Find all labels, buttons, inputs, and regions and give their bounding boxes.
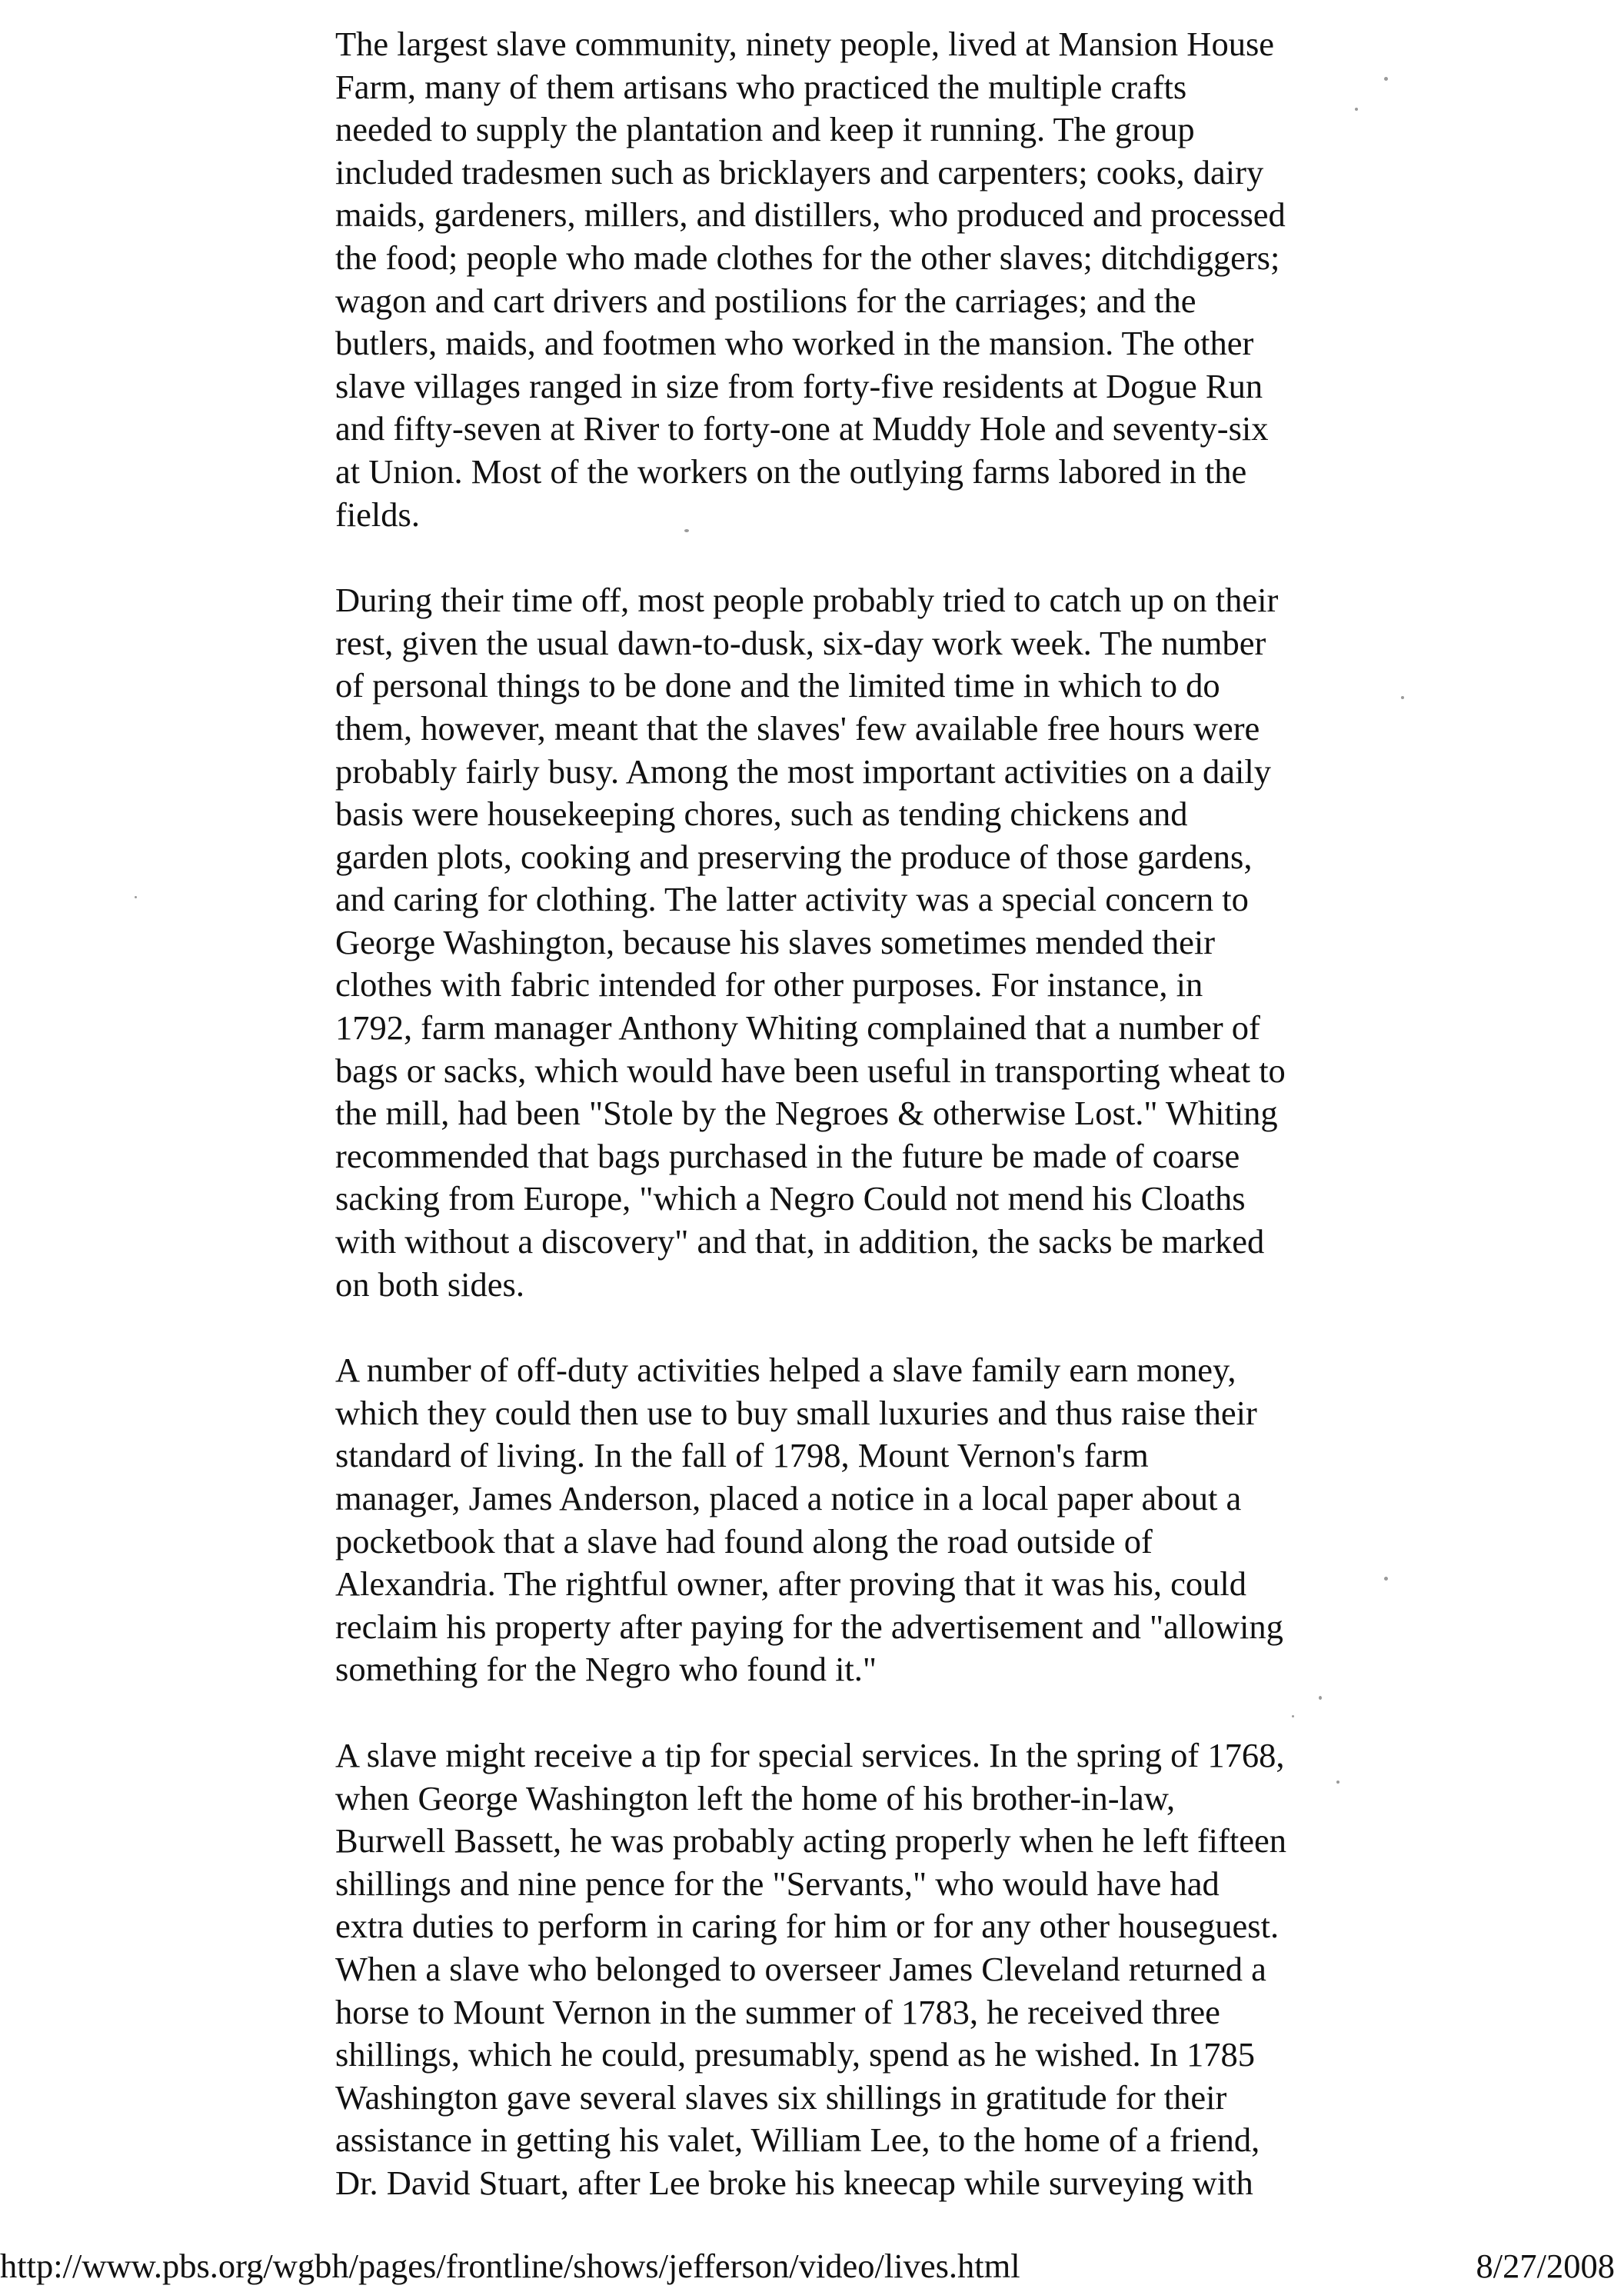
scan-speck [135,896,137,898]
text-line: bags or sacks, which would have been useful in transporting wheat to [335,1051,1286,1090]
text-line: included tradesmen such as bricklayers and carpenters; cooks, dairy [335,152,1264,192]
paragraph-gap [335,536,1427,579]
text-line: Washington gave several slaves six shillings in gratitude for their [335,2077,1227,2117]
text-line: reclaim his property after paying for the advertisement and "allowing [335,1607,1283,1646]
text-line: garden plots, cooking and preserving the produce of those gardens, [335,837,1253,876]
text-line: at Union. Most of the workers on the outlying farms labored in the [335,451,1247,491]
text-line: and fifty-seven at River to forty-one at Muddy Hole and seventy-six [335,409,1269,448]
text-line: something for the Negro who found it." [335,1650,877,1689]
text-line: needed to supply the plantation and keep it running. The group [335,110,1195,149]
text-line: horse to Mount Vernon in the summer of 1783, he received three [335,1992,1220,2031]
text-line: maids, gardeners, millers, and distillers, who produced and processed [335,195,1286,235]
text-line: when George Washington left the home of his brother-in-law, [335,1778,1176,1817]
paragraph-gap [335,1691,1427,1734]
text-line: wagon and cart drivers and postilions for the carriages; and the [335,281,1196,320]
text-line: When a slave who belonged to overseer James Cleveland returned a [335,1949,1266,1988]
text-line: which they could then use to buy small luxuries and thus raise their [335,1393,1257,1432]
scan-speck [684,529,689,532]
scan-speck [1319,1696,1322,1700]
source-url: http://www.pbs.org/wgbh/pages/frontline/shows/jefferson/video/lives.html [0,2247,1020,2285]
text-line: and caring for clothing. The latter activity was a special concern to [335,880,1249,919]
text-line: shillings and nine pence for the "Servants," who would have had [335,1864,1220,1903]
text-line: A number of off-duty activities helped a slave family earn money, [335,1351,1236,1390]
text-line: 1792, farm manager Anthony Whiting complained that a number of [335,1008,1260,1048]
scan-speck [1384,1577,1388,1581]
text-line: clothes with fabric intended for other purposes. For instance, in [335,965,1203,1004]
text-line: the food; people who made clothes for the other slaves; ditchdiggers; [335,238,1280,277]
text-line: extra duties to perform in caring for him or for any other houseguest. [335,1907,1280,1946]
text-line: A slave might receive a tip for special services. In the spring of 1768, [335,1735,1285,1774]
paragraph-tips [335,1734,1427,2205]
text-line: The largest slave community, ninety people, lived at Mansion House [335,25,1275,63]
scan-speck [1355,108,1358,111]
article-body [335,23,1427,2205]
text-line: on both sides. [335,1264,524,1304]
text-line: fields. [335,495,420,534]
scan-speck [1401,696,1404,699]
scan-speck [1336,1781,1339,1784]
text-line: rest, given the usual dawn-to-dusk, six-day work week. The number [335,623,1266,662]
text-line: During their time off, most people probably tried to catch up on their [335,581,1279,620]
text-line: of personal things to be done and the limited time in which to do [335,666,1220,705]
text-line: slave villages ranged in size from forty-five residents at Dogue Run [335,366,1263,405]
text-line: with without a discovery" and that, in addition, the sacks be marked [335,1222,1265,1261]
scan-speck [1292,1715,1294,1717]
text-line: basis were housekeeping chores, such as tending chickens and [335,795,1188,834]
text-line: recommended that bags purchased in the future be made of coarse [335,1136,1240,1175]
scan-speck [1384,77,1388,81]
text-line: Dr. David Stuart, after Lee broke his kneecap while surveying with [335,2163,1253,2202]
text-line: them, however, meant that the slaves' few available free hours were [335,708,1260,748]
text-line: butlers, maids, and footmen who worked in the mansion. The other [335,324,1254,363]
text-line: standard of living. In the fall of 1798, Mount Vernon's farm [335,1436,1149,1475]
text-line: sacking from Europe, "which a Negro Could not mend his Cloaths [335,1179,1246,1218]
text-line: Farm, many of them artisans who practiced the multiple crafts [335,67,1187,106]
text-line: probably fairly busy. Among the most important activities on a daily [335,751,1271,791]
text-line: Burwell Bassett, he was probably acting properly when he left fifteen [335,1821,1286,1861]
text-line: the mill, had been "Stole by the Negroes & otherwise Lost." Whiting [335,1094,1278,1133]
text-line: pocketbook that a slave had found along the road outside of [335,1521,1153,1561]
text-line: shillings, which he could, presumably, spend as he wished. In 1785 [335,2035,1255,2074]
text-line: assistance in getting his valet, William Lee, to the home of a friend, [335,2120,1260,2160]
paragraph-earn-money [335,1349,1427,1691]
text-line: Alexandria. The rightful owner, after proving that it was his, could [335,1564,1246,1604]
text-line: George Washington, because his slaves sometimes mended their [335,922,1216,961]
text-line: manager, James Anderson, placed a notice in a local paper about a [335,1479,1242,1517]
paragraph-mansion-house-farm [335,23,1427,536]
page-footer [0,2244,1615,2287]
paragraph-gap [335,1306,1427,1349]
print-date: 8/27/2008 [1476,2247,1615,2285]
paragraph-time-off [335,579,1427,1306]
